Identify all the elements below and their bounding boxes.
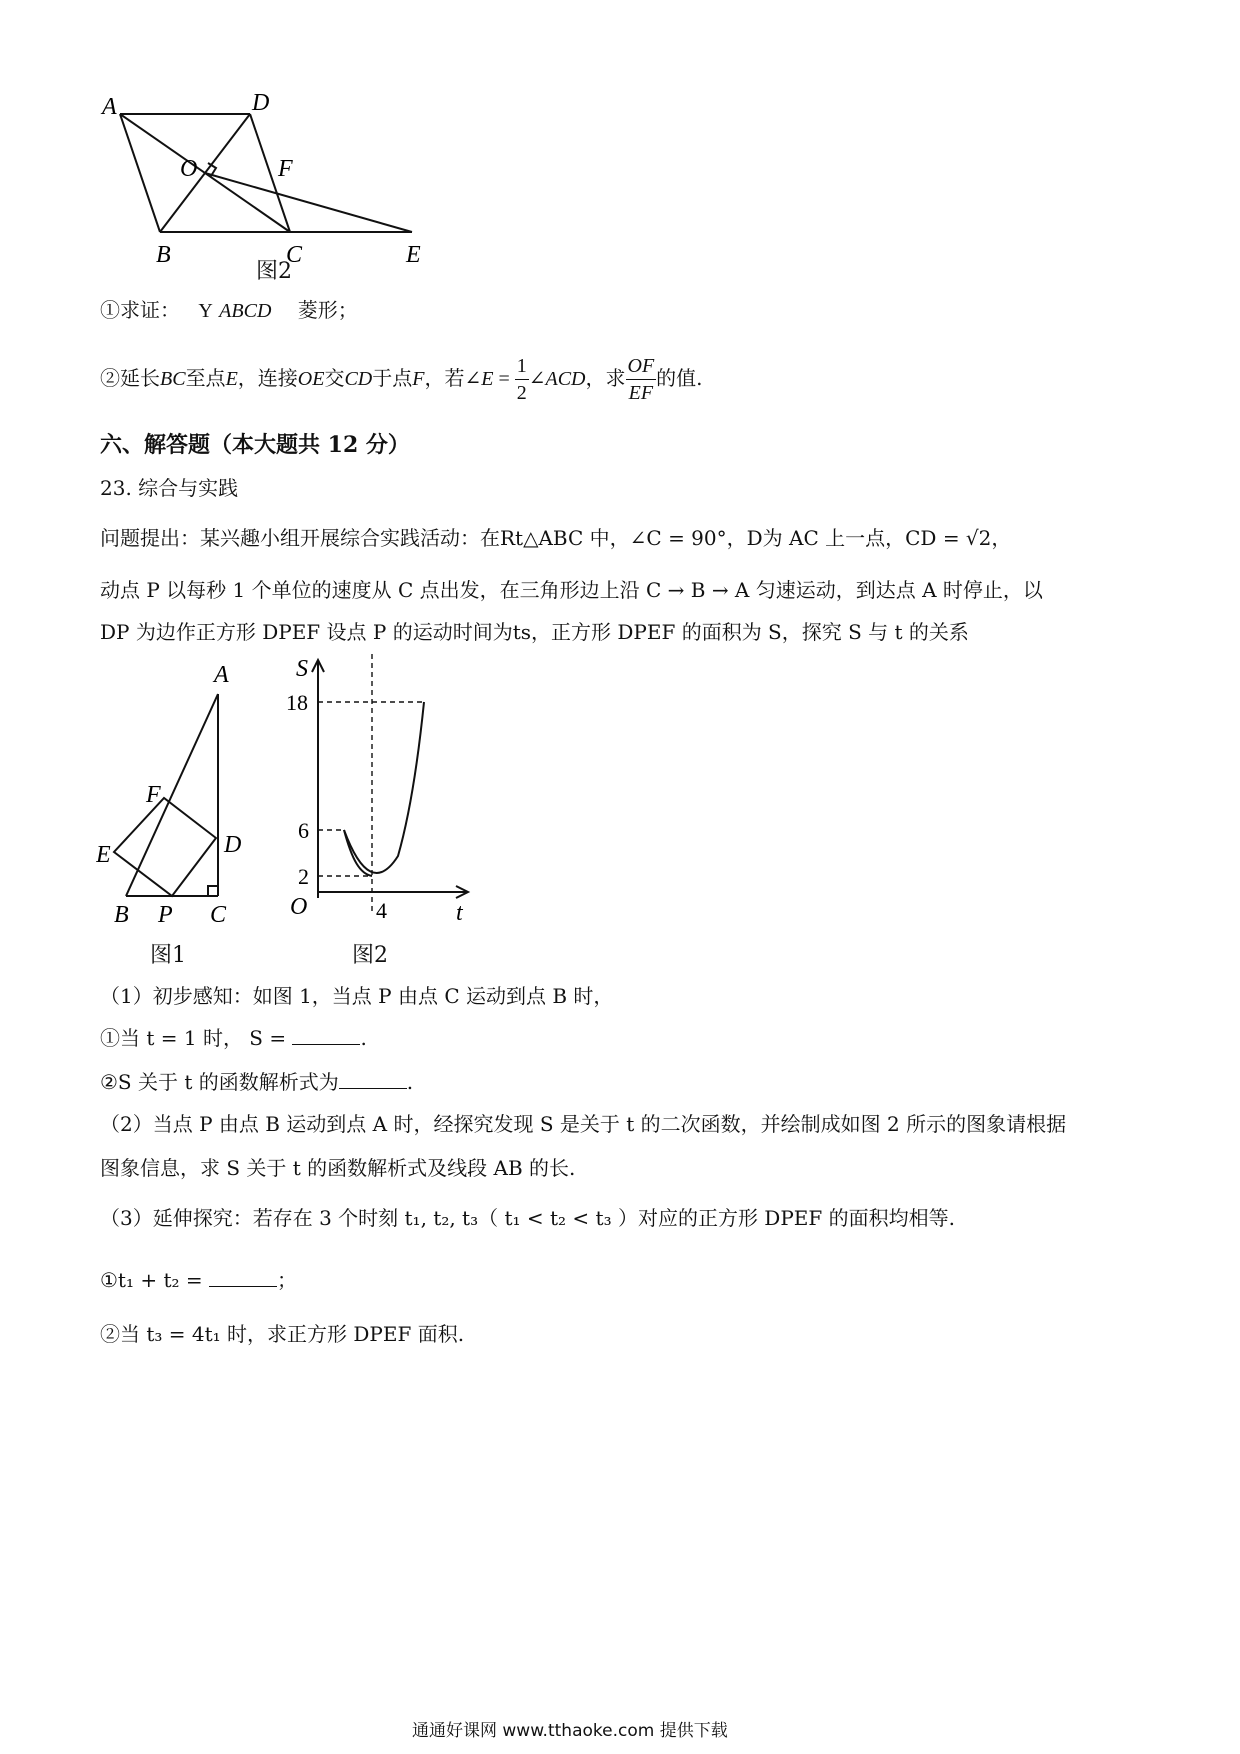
q22-part1: ①求证： Y ABCD 菱形；	[100, 298, 358, 322]
label-B: B	[156, 242, 171, 268]
q23-part2-line2: 图象信息，求 S 关于 t 的函数解析式及线段 AB 的长.	[100, 1156, 576, 1180]
q23-line3: DP 为边作正方形 DPEF 设点 P 的运动时间为ts，正方形 DPEF 的面积为 S，探究 S 与 t 的关系	[100, 620, 969, 644]
q23-part2-line1: （2）当点 P 由点 B 运动到点 A 时，经探究发现 S 是关于 t 的二次函数，并绘制成如图 2 所示的图象请根据	[100, 1112, 1067, 1136]
q23-line2: 动点 P 以每秒 1 个单位的速度从 C 点出发，在三角形边上沿 C → B → A 匀速运动，到达点 A 时停止，以	[100, 578, 1043, 602]
answer-blank-1b	[339, 1068, 407, 1089]
q23-part1b: ②S 关于 t 的函数解析式为 .	[100, 1070, 414, 1094]
axis-label-S: S	[296, 656, 308, 682]
section-6-title: 六、解答题（本大题共 12 分）	[100, 432, 410, 458]
label-O: O	[180, 156, 198, 182]
answer-blank-1a	[292, 1024, 360, 1045]
label-A: A	[102, 94, 117, 120]
label-C: C	[286, 242, 303, 268]
q23-part1a: ①当 t = 1 时， S = .	[100, 1026, 367, 1050]
q23-number: 23. 综合与实践	[100, 476, 239, 500]
label-C: C	[210, 902, 227, 928]
label-F: F	[278, 156, 293, 182]
fig1-caption: 图1	[150, 943, 186, 968]
fig2-caption: 图2	[352, 943, 388, 968]
label-F: F	[146, 782, 161, 808]
q22-part2: ②延长BC至点E，连接OE交CD于点F，若∠E = $\frac{1}{2}$ ∠ACD，求 $\frac{OF}{EF}$ 的值.	[100, 355, 703, 404]
q23-part3a: ①t₁ + t₂ = ；	[100, 1268, 297, 1292]
q23-part3b: ②当 t₃ = 4t₁ 时，求正方形 DPEF 面积.	[100, 1322, 465, 1346]
q23-line1: 问题提出：某兴趣小组开展综合实践活动：在Rt△ABC 中，∠C = 90°，D为 AC 上一点，CD = √2，	[100, 526, 1012, 550]
tick-y-2: 2	[298, 864, 309, 889]
q23-part1: （1）初步感知：如图 1，当点 P 由点 C 运动到点 B 时，	[100, 984, 614, 1008]
figure-1-triangle	[96, 660, 276, 930]
label-E: E	[96, 842, 111, 868]
label-B: B	[114, 902, 129, 928]
label-A: A	[214, 662, 229, 688]
origin-label: O	[290, 894, 308, 920]
label-E: E	[406, 242, 421, 268]
axis-label-t: t	[456, 900, 463, 926]
segment-OE	[205, 173, 412, 232]
label-D: D	[224, 832, 242, 858]
tick-y-18: 18	[286, 690, 308, 715]
curve-s-of-t	[344, 702, 424, 873]
footer-text: 通通好课网 www.tthaoke.com 提供下载	[412, 1721, 728, 1741]
right-angle-mark	[208, 886, 218, 896]
tick-y-6: 6	[298, 818, 309, 843]
segment-AB	[120, 114, 160, 232]
figure-2-graph	[280, 650, 480, 930]
label-D: D	[252, 90, 270, 116]
fig-top-caption: 图2	[256, 259, 292, 284]
answer-blank-3a	[209, 1266, 277, 1287]
tick-x-4: 4	[376, 898, 387, 923]
label-P: P	[158, 902, 173, 928]
q23-part3: （3）延伸探究：若存在 3 个时刻 t₁, t₂, t₃（ t₁ < t₂ < t₃ ）对应的正方形 DPEF 的面积均相等.	[100, 1206, 955, 1230]
segment-AB	[126, 694, 218, 896]
